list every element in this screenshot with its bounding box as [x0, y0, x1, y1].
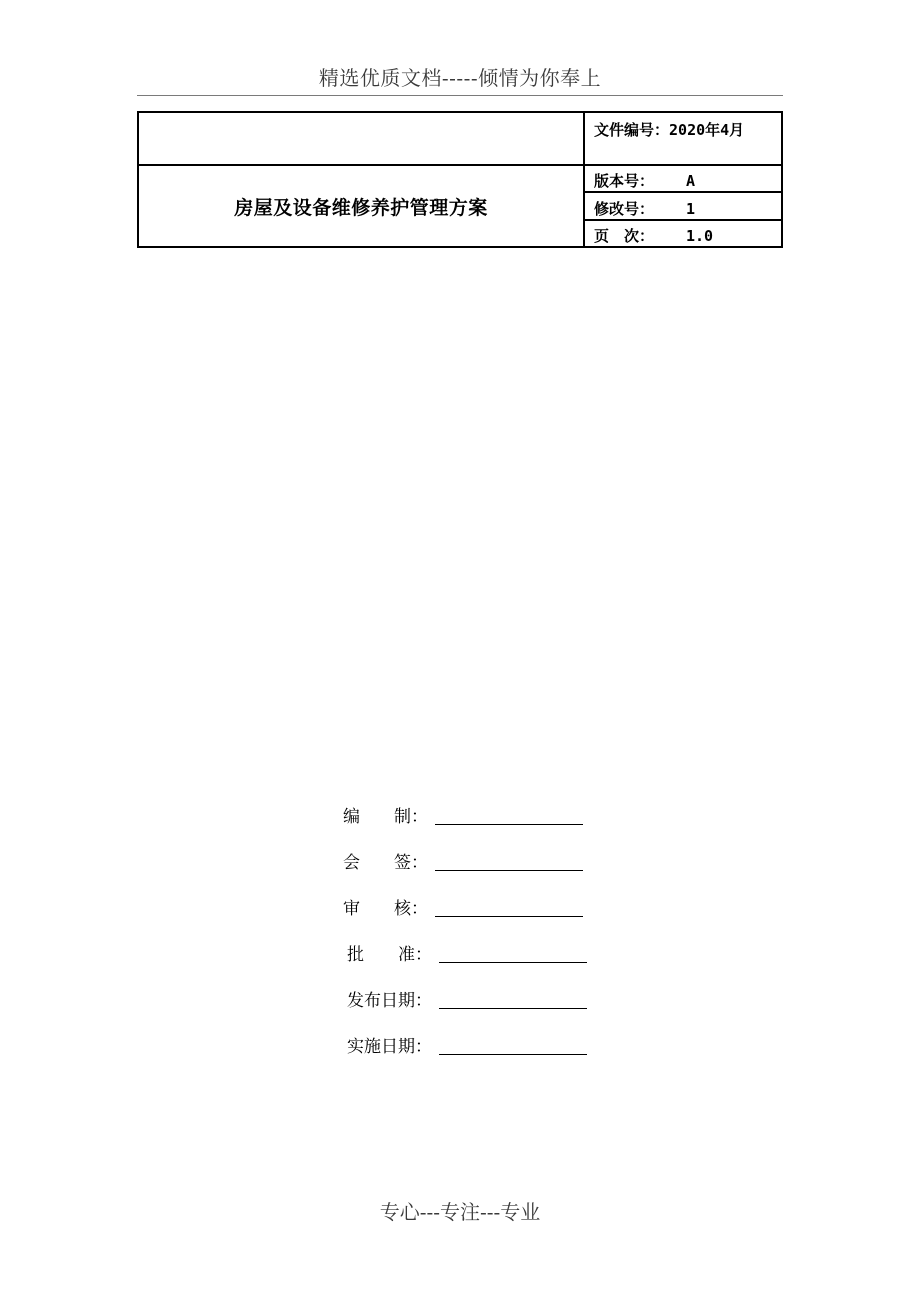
- signature-row-countersign: [343, 848, 583, 873]
- signature-label: 编 制：: [343, 807, 428, 827]
- page-value: 1.0: [686, 227, 714, 245]
- version-value: A: [686, 172, 696, 190]
- header-rule: [137, 95, 783, 96]
- page-cell: [594, 225, 713, 246]
- signature-label: 会 签：: [343, 853, 428, 873]
- signature-row-release-date: [347, 986, 587, 1011]
- revision-cell: [594, 198, 695, 219]
- signature-line[interactable]: [435, 916, 583, 917]
- signature-row-approve: [347, 940, 587, 965]
- page-header: 精选优质文档-----倾情为你奉上: [318, 66, 602, 90]
- file-number-value: 2020年4月: [669, 121, 745, 139]
- document-info-table: [137, 111, 783, 248]
- signature-label: 发布日期：: [347, 991, 432, 1011]
- page-label: 页 次：: [594, 227, 655, 245]
- signature-line[interactable]: [439, 962, 587, 963]
- signature-line[interactable]: [439, 1008, 587, 1009]
- signature-label: 批 准：: [347, 945, 432, 965]
- version-cell: [594, 170, 695, 191]
- table-row-divider: [583, 219, 781, 221]
- signature-label: 实施日期：: [347, 1037, 432, 1057]
- file-number-cell: [594, 119, 744, 140]
- signature-line[interactable]: [435, 870, 583, 871]
- page-footer: 专心---专注---专业: [379, 1200, 541, 1224]
- revision-value: 1: [686, 200, 696, 218]
- file-number-label: 文件编号：: [594, 121, 670, 139]
- version-label: 版本号：: [594, 172, 655, 190]
- table-column-divider: [583, 113, 585, 246]
- table-row-divider: [583, 191, 781, 193]
- document-title: 房屋及设备维修养护管理方案: [234, 196, 488, 219]
- signature-label: 审 核：: [343, 899, 428, 919]
- signature-line[interactable]: [435, 824, 583, 825]
- signature-row-review: [343, 894, 583, 919]
- revision-label: 修改号：: [594, 200, 655, 218]
- signature-row-effective-date: [347, 1032, 587, 1057]
- signature-line[interactable]: [439, 1054, 587, 1055]
- signature-row-compile: [343, 802, 583, 827]
